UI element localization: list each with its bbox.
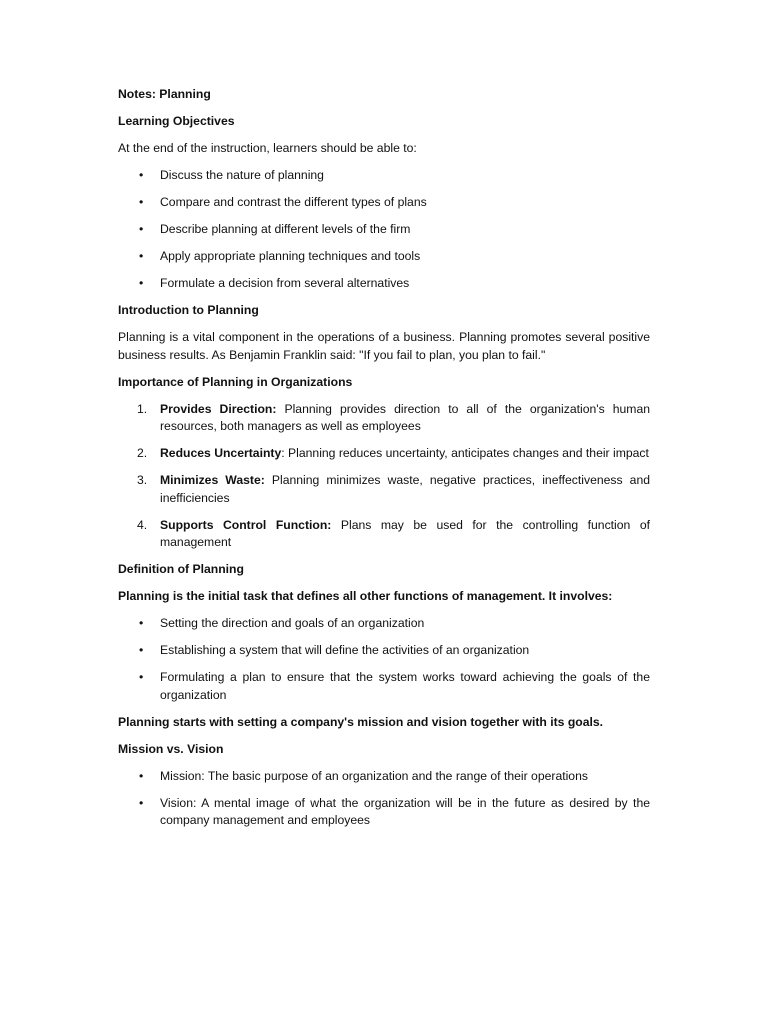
list-item-text: Formulate a decision from several alternatives bbox=[160, 276, 410, 290]
bullet-icon: • bbox=[139, 168, 144, 182]
objectives-heading: Learning Objectives bbox=[118, 114, 235, 128]
list-item-text: Formulating a plan to ensure that the system works toward achieving the goals of the organization bbox=[160, 670, 650, 702]
importance-list bbox=[118, 401, 650, 552]
item-text: Planning minimizes waste, negative practices, ineffectiveness and inefficiencies bbox=[160, 473, 650, 505]
bullet-icon: • bbox=[139, 249, 144, 263]
bullet-icon: • bbox=[139, 276, 144, 290]
importance-heading: Importance of Planning in Organizations bbox=[118, 374, 353, 389]
item-number: 3. bbox=[137, 473, 148, 487]
list-item-text: Establishing a system that will define the activities of an organization bbox=[160, 643, 530, 657]
list-item bbox=[118, 194, 650, 212]
definition-list bbox=[118, 615, 650, 704]
bullet-icon: • bbox=[139, 222, 144, 236]
list-item-text: Apply appropriate planning techniques and tools bbox=[160, 249, 421, 263]
list-item bbox=[118, 248, 650, 266]
list-item bbox=[118, 615, 650, 633]
list-item-text: Setting the direction and goals of an organization bbox=[160, 616, 425, 630]
list-item bbox=[118, 768, 650, 786]
document-title: Notes: Planning bbox=[118, 87, 211, 101]
list-item-text: Vision: A mental image of what the organization will be in the future as desired by the company management and employees bbox=[160, 795, 650, 827]
introduction-text: Planning is a vital component in the operations of a business. Planning promotes several positive business results. As Benjamin Franklin said: "If you fail to plan, you plan to fail." bbox=[118, 330, 650, 362]
item-number: 2. bbox=[137, 446, 148, 460]
mission-vision-list bbox=[118, 768, 650, 830]
list-item bbox=[118, 642, 650, 660]
list-item bbox=[118, 472, 650, 507]
list-item-text: Describe planning at different levels of the firm bbox=[160, 222, 411, 236]
list-item-text: Discuss the nature of planning bbox=[160, 168, 324, 182]
item-term: Provides Direction: bbox=[160, 401, 277, 416]
item-term: Supports Control Function: bbox=[160, 517, 332, 532]
bullet-icon: • bbox=[139, 795, 144, 810]
introduction-heading: Introduction to Planning bbox=[118, 303, 259, 317]
item-text: Planning provides direction to all of the organization's human resources, both managers as well as employees bbox=[160, 401, 651, 433]
bullet-icon: • bbox=[139, 616, 144, 630]
item-term: Reduces Uncertainty bbox=[160, 446, 282, 460]
bullet-icon: • bbox=[139, 195, 144, 209]
item-number: 4. bbox=[137, 517, 148, 532]
definition-lead: Planning is the initial task that defines all other functions of management. It involves: bbox=[118, 589, 613, 603]
bullet-icon: • bbox=[139, 670, 144, 684]
item-text: Plans may be used for the controlling function of management bbox=[160, 517, 650, 549]
list-item bbox=[118, 275, 650, 293]
objectives-intro: At the end of the instruction, learners should be able to: bbox=[118, 141, 417, 155]
bullet-icon: • bbox=[139, 768, 144, 783]
document-page bbox=[118, 86, 650, 839]
bullet-icon: • bbox=[139, 643, 144, 657]
definition-closing: Planning starts with setting a company's mission and vision together with its goals. bbox=[118, 714, 604, 729]
list-item bbox=[118, 401, 650, 436]
list-item bbox=[118, 221, 650, 239]
list-item-text: Compare and contrast the different types of plans bbox=[160, 195, 427, 209]
list-item bbox=[118, 795, 650, 830]
list-item bbox=[118, 669, 650, 704]
definition-heading: Definition of Planning bbox=[118, 562, 244, 576]
list-item bbox=[118, 445, 650, 463]
item-text: : Planning reduces uncertainty, anticipates changes and their impact bbox=[281, 446, 649, 460]
list-item bbox=[118, 517, 650, 552]
objectives-list bbox=[118, 167, 650, 293]
mission-vision-heading: Mission vs. Vision bbox=[118, 741, 224, 756]
list-item-text: Mission: The basic purpose of an organization and the range of their operations bbox=[160, 768, 588, 783]
list-item bbox=[118, 167, 650, 185]
item-number: 1. bbox=[137, 401, 148, 416]
item-term: Minimizes Waste: bbox=[160, 473, 265, 487]
